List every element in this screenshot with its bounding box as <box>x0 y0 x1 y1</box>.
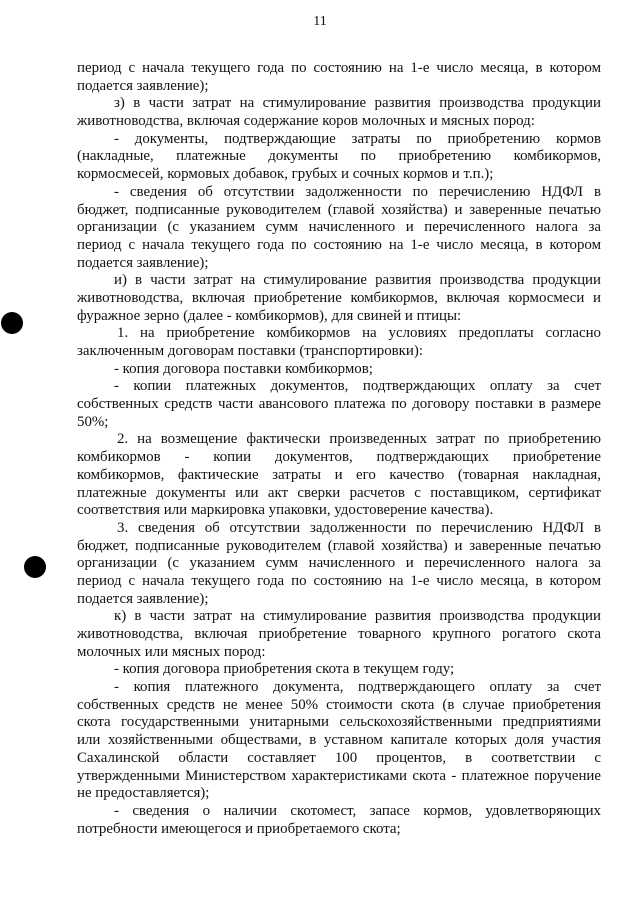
page-number: 11 <box>313 14 327 29</box>
text-line: комбикормов, фактические затраты и его качество (товарная накладная, <box>77 466 601 483</box>
text-line: подается заявление); <box>77 254 209 271</box>
text-line: молочных или мясных пород: <box>77 643 266 660</box>
text-line: животноводства, включая приобретение комбикормов, включая кормосмеси и <box>77 289 601 306</box>
text-line: животноводства, включая приобретение товарного крупного рогатого скота <box>77 626 601 642</box>
text-line: к) в части затрат на стимулирование развития производства продукции <box>114 608 601 625</box>
text-line: организации (с указанием сумм начисленного и перечисленного налога за <box>77 555 601 572</box>
punch-hole-mark <box>24 556 46 578</box>
text-line: - копии платежных документов, подтверждающих оплату за счет <box>114 378 601 395</box>
text-line: - сведения о наличии скотомест, запасе кормов, удовлетворяющих <box>114 802 601 819</box>
text-line: бюджет, подписанные руководителем (главой хозяйства) и заверенные печатью <box>77 537 601 554</box>
text-line: 1. на приобретение комбикормов на условиях предоплаты согласно <box>117 325 601 342</box>
text-line: животноводства, включая содержание коров молочных и мясных пород: <box>77 113 535 130</box>
text-line: - копия договора поставки комбикормов; <box>114 360 373 377</box>
text-line: з) в части затрат на стимулирование развития производства продукции <box>114 95 601 112</box>
text-line: период с начала текущего года по состоянию на 1-е число месяца, в котором <box>77 572 601 589</box>
text-line: (накладные, платежные документы по приобретению комбикормов, <box>77 148 601 165</box>
text-line: соответствия или маркировка упаковки, удостоверение качества). <box>77 502 494 519</box>
text-line: скота государственными унитарными сельскохозяйственными предприятиями <box>77 714 601 731</box>
text-line: - копия платежного документа, подтверждающего оплату за счет <box>114 679 601 696</box>
text-line: организации (с указанием сумм начисленного и перечисленного налога за <box>77 219 601 236</box>
text-line: 2. на возмещение фактически произведенных затрат по приобретению <box>117 431 601 448</box>
text-line: заключенным договорам поставки (транспортировки): <box>77 343 423 359</box>
document-body <box>77 60 601 838</box>
text-line: фуражное зерно (далее - комбикормов), для свиней и птицы: <box>77 307 462 324</box>
text-line: и) в части затрат на стимулирование развития производства продукции <box>114 272 601 289</box>
text-line: подается заявление); <box>77 590 209 607</box>
text-line: комбикормов - копии документов, подтверждающих приобретение <box>77 449 601 466</box>
text-line: подается заявление); <box>77 77 209 94</box>
text-line: Сахалинской области составляет 100 процентов, в соответствии с <box>77 749 601 766</box>
text-line: бюджет, подписанные руководителем (главой хозяйства) и заверенные печатью <box>77 201 601 218</box>
text-line: собственных средств не менее 50% стоимости скота (в случае приобретения <box>77 696 601 713</box>
punch-hole-mark <box>1 312 23 334</box>
text-line: период с начала текущего года по состоянию на 1-е число месяца, в котором <box>77 236 601 253</box>
text-line: не предоставляется); <box>77 785 210 802</box>
text-line: 50%; <box>77 413 109 430</box>
text-line: платежные документы или акт сверки расчетов с поставщиком, сертификат <box>77 484 601 501</box>
text-line: - сведения об отсутствии задолженности по перечислению НДФЛ в <box>114 183 601 200</box>
text-line: или хозяйственными обществами, в уставном капитале которых доля участия <box>77 732 601 749</box>
text-line: 3. сведения об отсутствии задолженности по перечислению НДФЛ в <box>117 519 601 536</box>
text-line: - документы, подтверждающие затраты по приобретению кормов <box>114 130 601 147</box>
text-line: период с начала текущего года по состоянию на 1-е число месяца, в котором <box>77 60 601 76</box>
text-line: утвержденными Министерством характеристиками скота - платежное поручение <box>77 767 601 784</box>
text-line: потребности имеющегося и приобретаемого скота; <box>77 820 401 837</box>
text-line: собственных средств части авансового платежа по договору поставки в размере <box>77 396 601 413</box>
text-line: кормосмесей, кормовых добавок, грубых и сочных кормов и т.п.); <box>77 166 494 183</box>
text-line: - копия договора приобретения скота в текущем году; <box>114 661 455 678</box>
